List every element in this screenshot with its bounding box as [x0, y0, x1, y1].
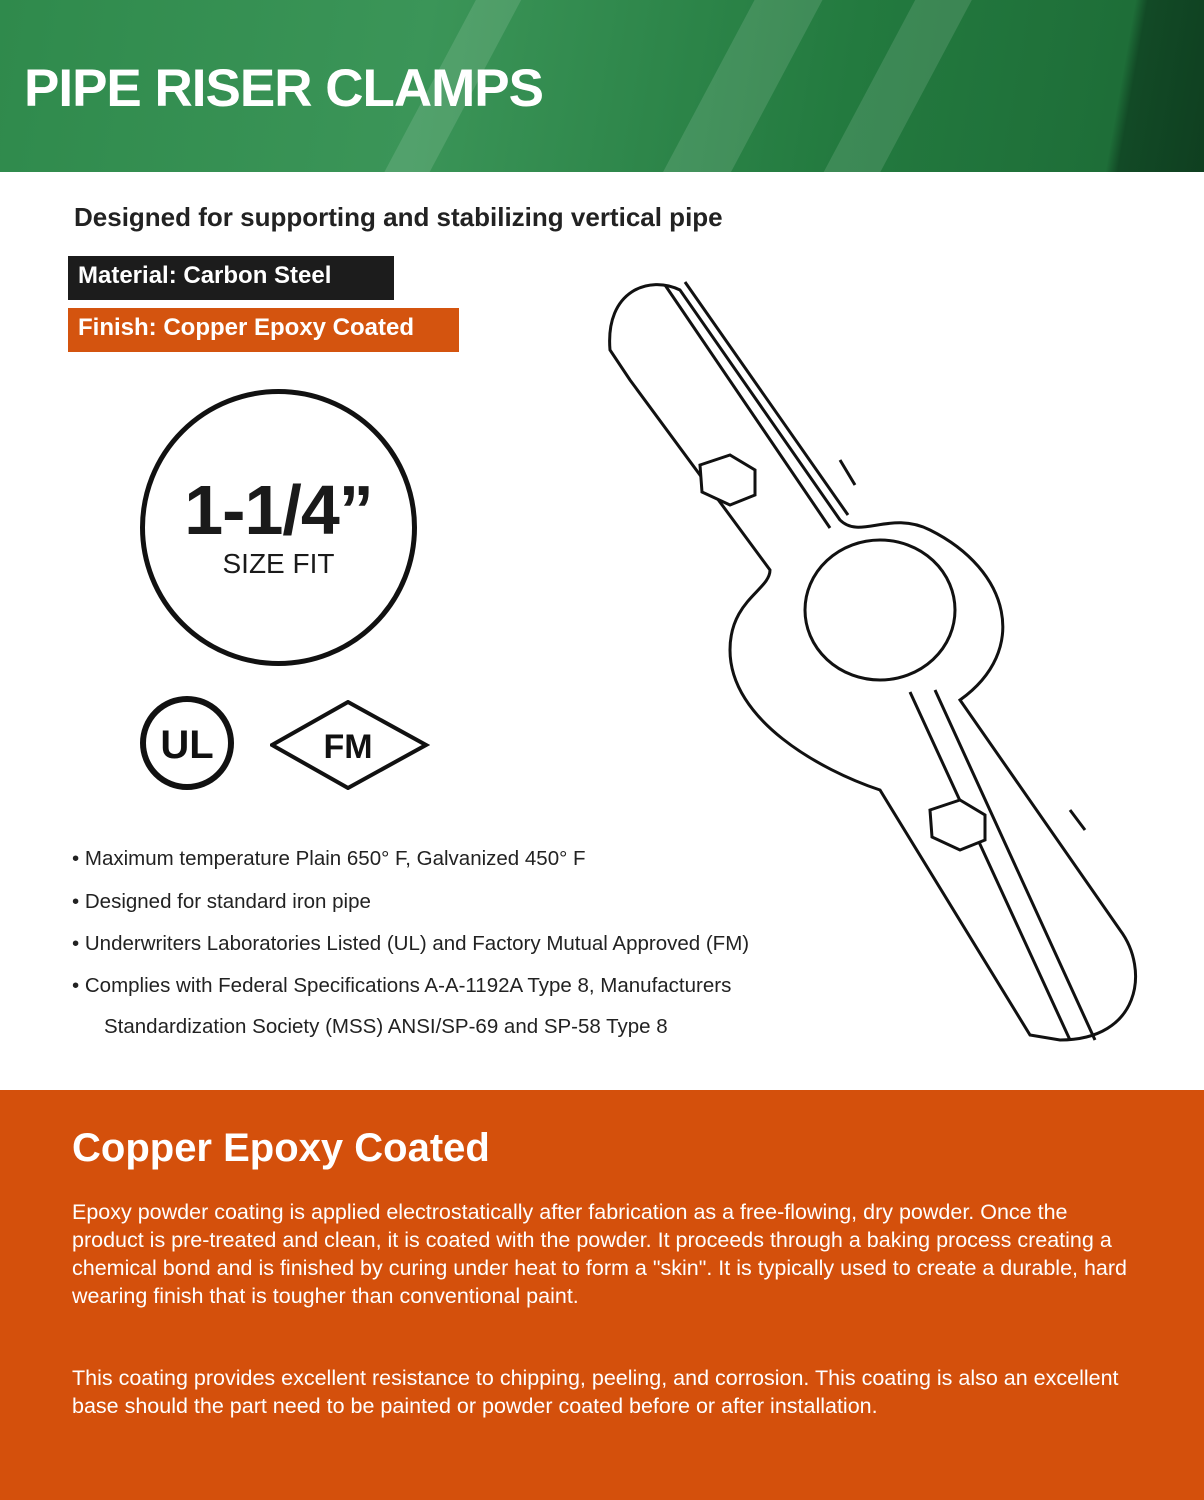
svg-text:UL: UL [160, 723, 214, 767]
bullet-item: • Maximum temperature Plain 650° F, Galvanized 450° F [72, 847, 586, 870]
coating-paragraph-2: This coating provides excellent resistance to chipping, peeling, and corrosion. This coating is also an excellent base should the part need to be painted or powder coated before or after installation. [72, 1366, 1119, 1418]
size-badge [140, 389, 417, 666]
size-label: SIZE FIT [222, 548, 335, 579]
bullet-item: • Designed for standard iron pipe [72, 890, 371, 913]
clamp-illustration [590, 270, 1160, 1050]
subtitle: Designed for supporting and stabilizing vertical pipe [74, 202, 723, 232]
coating-title: Copper Epoxy Coated [72, 1126, 490, 1170]
finish-tag: Finish: Copper Epoxy Coated [68, 308, 459, 352]
size-value: 1-1/4” [184, 471, 373, 549]
coating-section [0, 1090, 1204, 1500]
fm-logo [270, 700, 430, 795]
coating-paragraph-1: Epoxy powder coating is applied electrostatically after fabrication as a free-flowing, dry powder. Once the product is pre-treated and clean, it is coated with the powder. It proceeds through a baking process creating a chemical bond and is finished by curing under heat to form a "skin". It is typically used to create a durable, hard wearing finish that is tougher than conventional paint. [72, 1200, 1128, 1308]
bullet-item: • Complies with Federal Specifications A-A-1192A Type 8, Manufacturers [72, 974, 732, 997]
fm-text: FM [323, 728, 373, 766]
bullet-item: Standardization Society (MSS) ANSI/SP-69 and SP-58 Type 8 [104, 1015, 668, 1038]
page-title: PIPE RISER CLAMPS [24, 59, 543, 118]
material-tag: Material: Carbon Steel [68, 256, 394, 300]
bullet-item: • Underwriters Laboratories Listed (UL) and Factory Mutual Approved (FM) [72, 932, 750, 955]
ul-logo [140, 696, 234, 790]
header-banner [0, 0, 1204, 172]
